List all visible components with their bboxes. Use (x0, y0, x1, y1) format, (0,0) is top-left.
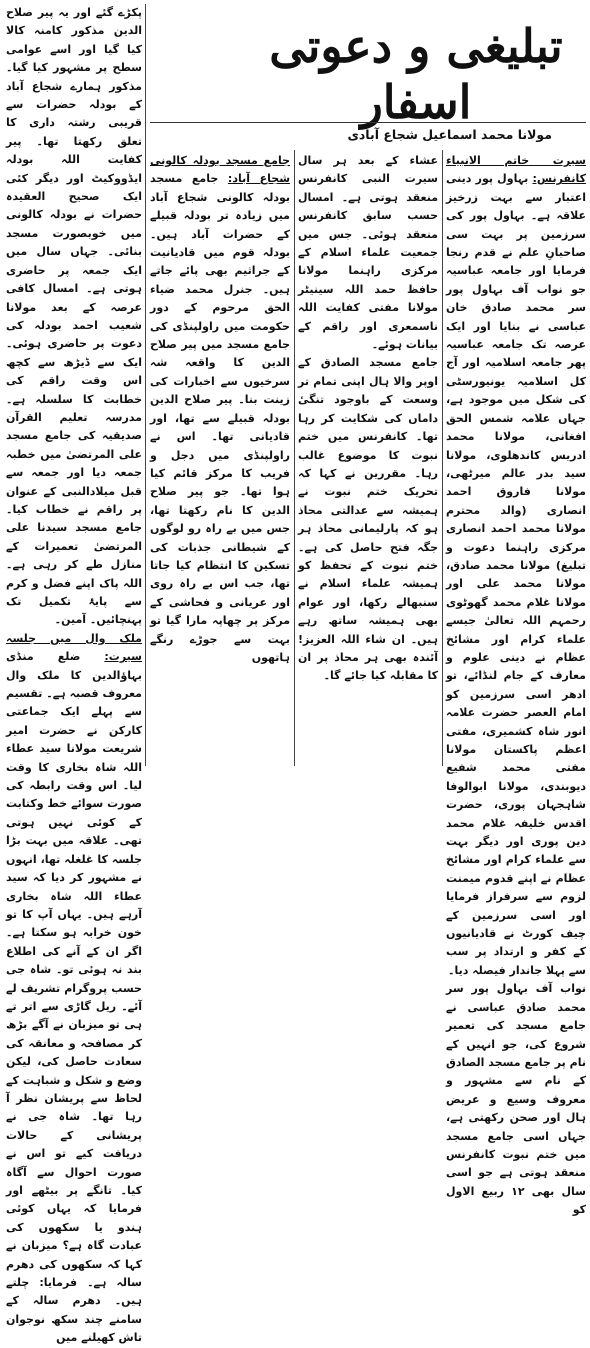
paragraph (6, 630, 142, 1348)
paragraph-text: پکڑے گئے اور یہ پیر صلاح الدین مذکور کامنہ کالا کیا گیا اور اسے عوامی سطح پر مشہور کیا گیا۔ مذکور ہمارے شجاع آباد کے بودلہ حضرات سے قریبی رشتہ داری کا تعلق رکھتا تھا۔ پیر کفایت اللہ بودلہ ایڈووکیٹ اور دیگر کئی ایک صحیح العقیدہ حضرات نے بودلہ کالونی میں خوبصورت مسجد بنائی۔ جہاں سال میں ایک جمعہ پر حاضری ہوتی ہے۔ امسال کافی عرصہ کے بعد مولانا شعیب احمد بودلہ کی دعوت پر حاضری ہوئی۔ ایک سے ڈیڑھ سے کچھ اس وقت راقم کی خطابت کا سلسلہ ہے۔ مدرسہ تعلیم القرآن صدیقیہ کی جامع مسجد علی المرتضیٰ میں خطبہ جمعہ دیا اور جمعہ سے قبل میلادالنبی کے عنوان پر راقم نے خطاب کیا۔ جامع مسجد سیدنا علی المرتضیٰ تعمیرات کے منازل طے کر رہی ہے۔ اللہ پاک اپنے فضل و کرم سے پایۂ تکمیل تک پہنچائیں۔ آمین۔ (6, 6, 142, 627)
subheading: سیرت خاتم الانبیاء کانفرنس: (446, 154, 586, 186)
column-right (446, 152, 586, 1217)
paragraph (298, 152, 438, 354)
subheading: ملک وال میں جلسہ سیرت: (6, 631, 142, 664)
column-divider (442, 150, 443, 766)
paragraph-text: عشاء کے بعد ہر سال سیرت النبی کانفرنس منعقد ہوتی ہے۔ امسال حسب سابق کانفرنس منعقد ہوئی۔ جس میں جمعیت علماء اسلام کے مرکزی راہنما مولانا حافظ حمد اللہ سینیٹر مولانا مفتی کفایت اللہ ناسمعری اور راقم کے بیانات ہوئے۔ (298, 154, 438, 352)
subheading: جامع مسجد بودلہ کالونی شجاع آباد: (150, 154, 291, 186)
paragraph-text: جامع مسجد الصادق کے اوپر والا ہال اپنی تمام تر وسعت کے باوجود تنگیٔ داماں کی شکایت کر رہا تھا۔ کانفرنس میں ختم نبوت کا موضوع غالب رہا۔ مقررین نے کہا کہ تحریک ختم نبوت نے ہمیشہ سے عدالتی محاذ ہو کہ پارلیمانی محاذ ہر جگہ فتح حاصل کی ہے۔ ختم نبوت کے تحفظ کو ہمیشہ علماء اسلام نے سنبھالے رکھا، اور عوام بھی ہمیشہ ساتھ رہے ہیں۔ ان شاء اللہ العزیز! آئندہ بھی ہر محاذ پر ان کا مقابلہ کیا جائے گا۔ (298, 356, 438, 683)
paragraph (150, 152, 290, 667)
paragraph-text: ضلع منڈی بہاؤالدین کا ملک وال معروف قصبہ ہے۔ تقسیم سے پہلے ایک جماعتی کارکن نے حضرت امیر شریعت مولانا سید عطاء اللہ شاہ بخاری کا وقت لیا۔ اس وقت رابطہ کی صورت سوائے خط وکتابت کے کوئی نہیں ہوتی تھی۔ علاقہ میں بہت بڑا جلسہ کا غلغلہ تھا، انہوں نے مشہور کر دیا کہ سید عطاء اللہ شاہ بخاری آرہے ہیں۔ یہاں آپ کا تو خون خرابہ ہو سکتا ہے۔ اگر ان کے آنے کی اطلاع بند نہ ہوئی تو۔ شاہ جی حسب پروگرام تشریف لے آئے۔ ریل گاڑی سے اتر تے ہی تو میزبان نے آگے بڑھ کر مصافحہ و معانقہ کی سعادت حاصل کی، لیکن وضع و شکل و شباہت کے لحاظ سے پریشان نظر آ رہا تھا۔ شاہ جی نے پریشانی کے حالات دریافت کیے تو اس نے صورت احوال سے آگاہ کیا۔ تانگے پر بیٹھے اور فرمایا کہ یہاں کوئی ہندو یا سکھوں کی عبادت گاہ ہے؟ میزبان نے کہا کہ سکھوں کی دھرم سالہ ہے۔ فرمایا: چلتے ہیں۔ دھرم سالہ کے سامنے چند سکھ نوجوان تاش کھیلنے میں (6, 650, 142, 1345)
paragraph (6, 4, 142, 630)
article-header (150, 4, 586, 148)
paragraph (446, 152, 586, 980)
paragraph-text: نواب آف بہاول پور سر محمد صادق عباسی نے جامع مسجد کی تعمیر شروع کی، جو انہیں کے نام پر جامع مسجد الصادق کے نام سے مشہور و معروف وسیع و عریض ہال اور صحن رکھتی ہے، جہاں اسی جامع مسجد میں ختم نبوت کانفرنس منعقد ہوتی ہے جو اسی سال بھی ۱۲ ربیع الاول کو (446, 982, 586, 1217)
column-divider (294, 150, 295, 766)
column-divider (145, 4, 146, 766)
paragraph (298, 354, 438, 685)
column-left (6, 4, 142, 1345)
article-title: تبلیغی و دعوتی اسفار (269, 19, 563, 129)
paragraph-text: بہاول پور دینی اعتبار سے بہت زرخیز علاقہ ہے۔ بہاول پور کی سرزمین پر بہت سی صاحبانِ علم نے قدم رنجا فرمایا اور جامعہ عباسیہ جو نواب آف بہاول پور سر محمد صادق خان عباسی نے بنایا اور ایک عرصہ تک جامعہ عباسیہ پھر جامعہ اسلامیہ اور آج کل اسلامیہ یونیورسٹی کی شکل میں موجود ہے، جہاں علامہ شمس الحق افغانی، مولانا محمد ادریس کاندھلوی، مولانا سید بدر عالم میرٹھی، مولانا فاروق احمد انصاری (والد محترم مولانا محمد احمد انصاری مرکزی راہنما دعوت و تبلیغ) مولانا محمد صادق، مولانا محمد علی اور مولانا غلام محمد گھوٹوی رحمہم اللہ تعالیٰ جیسے علماء کرام اور مشائخ عظام نے دینی علوم و معارف کے جام لنڈائے، تو ادھر اسی سرزمین کو امام العصر حضرت علامہ انور شاہ کشمیری، مفتی اعظم پاکستان مولانا مفتی محمد شفیع دیوبندی، مولانا ابوالوفا شاہجہان پوری، حضرت اقدس خلیفہ غلام محمد دین پوری اور دیگر بہت سے علماء کرام اور مشائخ عظام نے اپنے قدوم میمنت لزوم سے سرفراز فرمایا اور اسی سرزمین کے چیف کورٹ نے قادیانیوں کے کفر و ارتداد پر سب سے پہلا جاندار فیصلہ دیا۔ (446, 172, 586, 977)
column-center (298, 152, 438, 766)
column-middle (150, 152, 290, 766)
paragraph (446, 980, 586, 1219)
paragraph-text: جامع مسجد بودلہ کالونی شجاع آباد میں زیادہ تر بودلہ قبیلے کے حضرات آباد ہیں۔ بودلہ قوم میں قادیانیت کے جراثیم بھی پائے جاتے ہیں۔ جنرل محمد ضیاء الحق مرحوم کے دور حکومت میں راولپنڈی کی جامع مسجد میں پیر صلاح الدین کا واقعہ شہ سرخیوں سے اخبارات کی زینت بنا۔ پیر صلاح الدین بودلہ قبیلے سے تھا، اور قادیانی تھا۔ اس نے راولپنڈی میں دجل و فریب کا مرکز قائم کیا ہوا تھا۔ جو پیر صلاح الدین کا نام رکھتا تھا، جس میں بے راہ رو لوگوں کے شیطانی جذبات کی تسکین کا انتظام کیا جاتا تھا، جب اس بے راہ روی اور عریانی و فحاشی کے مرکز پر چھاپہ مارا گیا تو بہت سے جوڑے رنگے ہاتھوں (150, 172, 290, 664)
article-byline: مولانا محمد اسماعیل شجاع آبادی (150, 122, 586, 144)
